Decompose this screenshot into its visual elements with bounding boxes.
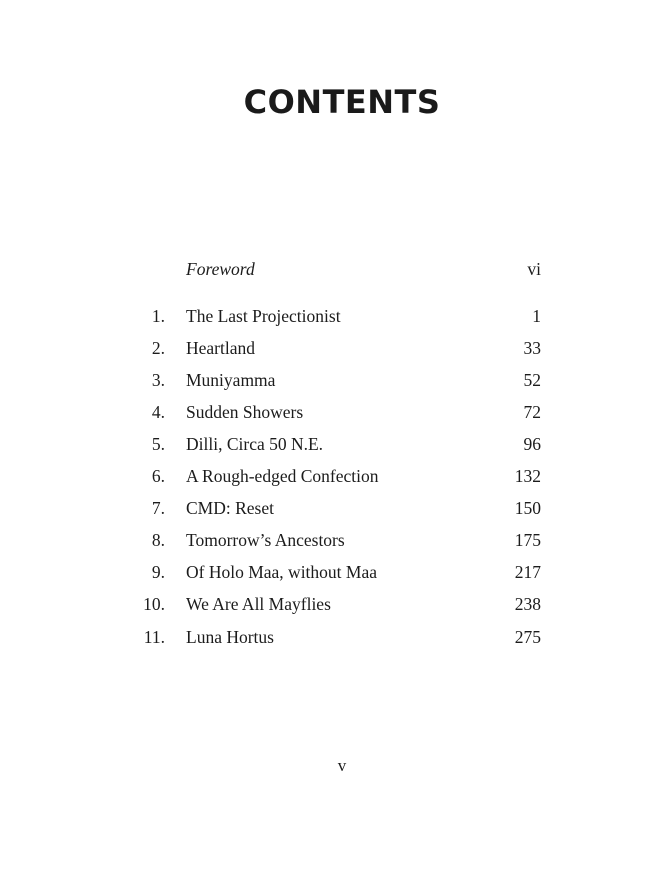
toc-entry-number: 4. bbox=[151, 402, 165, 422]
toc-entry bbox=[0, 591, 668, 617]
toc-entry-number: 5. bbox=[151, 434, 165, 454]
toc-entry-number: 3. bbox=[151, 370, 165, 390]
toc-entry bbox=[0, 559, 668, 585]
toc-entry-title: Heartland bbox=[186, 338, 255, 358]
toc-entry-page: 96 bbox=[523, 434, 541, 454]
toc-entry bbox=[0, 335, 668, 361]
toc-entry-page: 238 bbox=[514, 594, 541, 614]
toc-entry-title: Dilli, Circa 50 N.E. bbox=[186, 434, 324, 454]
toc-entry-page: 33 bbox=[523, 338, 541, 358]
toc-entry-page: 72 bbox=[523, 402, 541, 422]
toc-entry-page: vi bbox=[527, 259, 541, 279]
toc-entry-title: Tomorrow’s Ancestors bbox=[186, 530, 345, 550]
toc-entry-page: 1 bbox=[532, 306, 541, 326]
toc-entry-number: 11. bbox=[143, 627, 165, 647]
toc-entry-number: 1. bbox=[151, 306, 165, 326]
toc-entry-foreword bbox=[0, 256, 668, 282]
toc-entry-title: Foreword bbox=[186, 259, 255, 279]
toc-entry-page: 132 bbox=[514, 466, 541, 486]
toc-entry-page: 217 bbox=[514, 562, 541, 582]
toc-entry bbox=[0, 624, 668, 650]
toc-entry-title: Muniyamma bbox=[186, 370, 276, 390]
toc-entry-number: 10. bbox=[143, 594, 165, 614]
toc-entry-title: We Are All Mayflies bbox=[186, 594, 331, 614]
toc-entry-number: 2. bbox=[151, 338, 165, 358]
toc-entry bbox=[0, 367, 668, 393]
page-title: CONTENTS bbox=[243, 83, 441, 121]
toc-entry bbox=[0, 527, 668, 553]
toc-entry-title: Luna Hortus bbox=[186, 627, 274, 647]
toc-entry bbox=[0, 303, 668, 329]
toc-entry bbox=[0, 431, 668, 457]
toc-entry bbox=[0, 495, 668, 521]
toc-entry-title: The Last Projectionist bbox=[186, 306, 341, 326]
toc-entry-title: CMD: Reset bbox=[186, 498, 274, 518]
toc-entry-title: Of Holo Maa, without Maa bbox=[186, 562, 378, 582]
toc-entry-title: Sudden Showers bbox=[186, 402, 304, 422]
toc-entry bbox=[0, 463, 668, 489]
toc-entry-number: 7. bbox=[151, 498, 165, 518]
toc-entry-number: 9. bbox=[151, 562, 165, 582]
toc-entry-number: 8. bbox=[151, 530, 165, 550]
toc-entry-page: 150 bbox=[514, 498, 541, 518]
toc-entry bbox=[0, 399, 668, 425]
toc-entry-page: 175 bbox=[514, 530, 541, 550]
toc-entry-page: 275 bbox=[514, 627, 541, 647]
toc-entry-title: A Rough-edged Confection bbox=[186, 466, 379, 486]
toc-entry-page: 52 bbox=[523, 370, 541, 390]
page-number: v bbox=[337, 756, 347, 775]
toc-entry-number: 6. bbox=[151, 466, 165, 486]
